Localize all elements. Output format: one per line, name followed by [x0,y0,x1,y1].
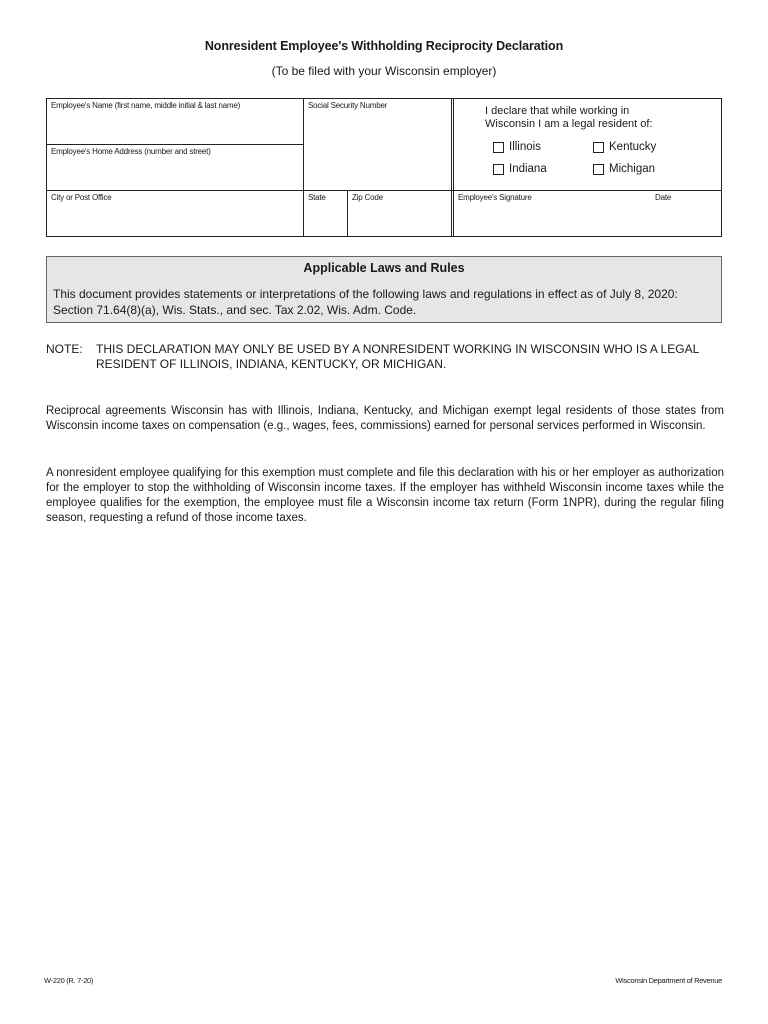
checkbox-box[interactable] [593,164,604,175]
checkbox-box[interactable] [593,142,604,153]
form-title: Nonresident Employee's Withholding Reciprocity Declaration [204,39,564,53]
indiana-label: Indiana [509,163,547,175]
michigan-label: Michigan [609,163,656,175]
applicable-laws-box [46,256,722,323]
residency-declaration [485,105,685,131]
indiana-checkbox[interactable] [493,163,547,175]
declaration-line-1: I declare that while working in [485,105,630,117]
state-field[interactable] [304,191,347,236]
city-field[interactable] [47,191,303,236]
signature-field[interactable] [454,191,644,236]
paragraph-exemption: A nonresident employee qualifying for this exemption must complete and file this declaration with his or her employer as authorization for the employer to stop the withholding of Wisconsin income taxes. If the employer has withheld Wisconsin income taxes while the employee qualifies for the exemption, the employee must file a Wisconsin income tax return (Form 1NPR), during the regular filing season, requesting a refund of those income taxes. [46,467,724,524]
note-label: NOTE: [46,342,83,356]
illinois-checkbox[interactable] [493,141,541,153]
declaration-form [46,98,722,237]
kentucky-label: Kentucky [609,141,657,153]
paragraph-reciprocal: Reciprocal agreements Wisconsin has with Illinois, Indiana, Kentucky, and Michigan exempt legal residents of those states from Wisconsin income taxes on compensation (e.g., wages, fees, commissions) earned for personal services performed in Wisconsin. [46,405,724,432]
laws-body: This document provides statements or interpretations of the following laws and regulations in effect as of July 8, 2020: Section 71.64(8)(a), Wis. Stats., and sec. Tax 2.02, Wis. Adm. Code. [53,287,678,317]
date-field[interactable] [651,191,721,236]
city-label: City or Post Office [51,193,112,202]
michigan-checkbox[interactable] [593,163,655,175]
grid-line [451,99,452,236]
employee-name-label: Employee's Name (first name, middle initial & last name) [51,101,241,110]
illinois-label: Illinois [509,141,541,153]
signature-label: Employee's Signature [458,193,532,202]
declaration-line-2: Wisconsin I am a legal resident of: [485,118,653,130]
note-text: THIS DECLARATION MAY ONLY BE USED BY A NONRESIDENT WORKING IN WISCONSIN WHO IS A LEGAL RESIDENT OF ILLINOIS, INDIANA, KENTUCKY, OR MICHIGAN. [96,342,699,371]
ssn-field[interactable] [304,99,451,144]
date-label: Date [655,193,672,202]
note [46,342,726,372]
laws-heading: Applicable Laws and Rules [303,261,465,275]
state-label: State [308,193,326,202]
kentucky-checkbox[interactable] [593,141,656,153]
form-number: W-220 (R. 7-20) [44,976,94,985]
zip-field[interactable] [348,191,451,236]
home-address-label: Employee's Home Address (number and street) [51,147,211,156]
checkbox-box[interactable] [493,142,504,153]
employee-name-field[interactable] [47,99,303,144]
form-subtitle: (To be filed with your Wisconsin employer) [271,64,497,78]
checkbox-box[interactable] [493,164,504,175]
home-address-field[interactable] [47,145,451,190]
agency-name: Wisconsin Department of Revenue [615,976,722,985]
ssn-label: Social Security Number [308,101,388,110]
zip-label: Zip Code [352,193,383,202]
